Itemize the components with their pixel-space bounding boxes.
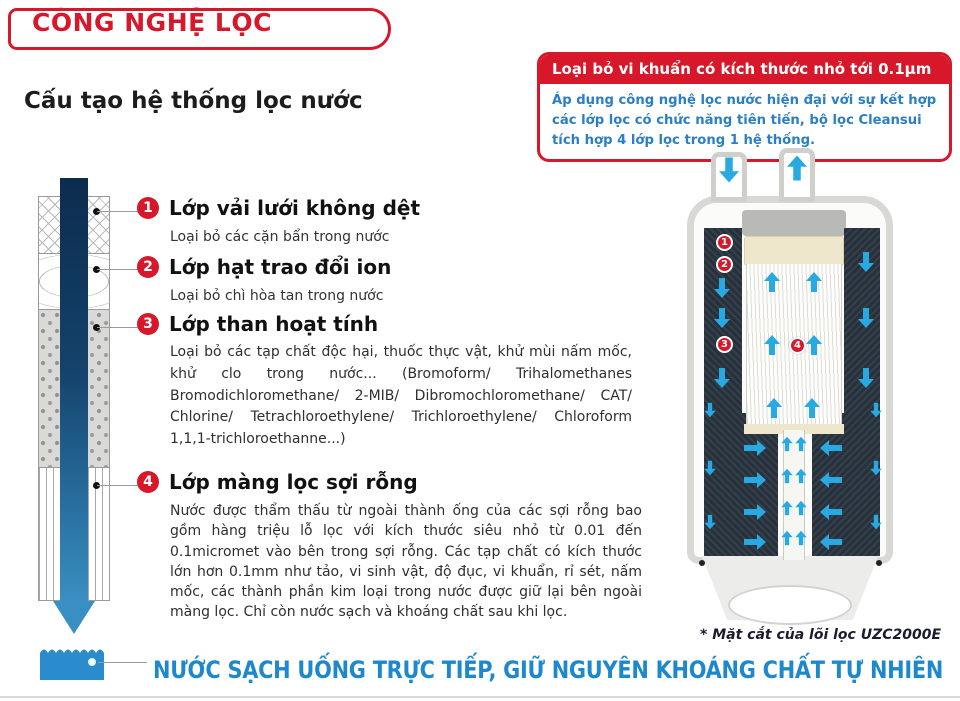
- flow-arrow-down-icon: [858, 368, 874, 388]
- flow-arrow-left-icon: [820, 440, 842, 456]
- footer-slogan: NƯỚC SẠCH UỐNG TRỰC TIẾP, GIỮ NGUYÊN KHOÁNG CHẤT TỰ NHIÊN: [153, 656, 944, 684]
- flow-arrow-down-icon: [858, 252, 874, 272]
- flow-arrow-up-icon: [804, 398, 820, 418]
- page-title: CÔNG NGHỆ LỌC: [32, 8, 272, 37]
- screw-dot: [876, 560, 882, 566]
- leader-line: [98, 662, 147, 663]
- flow-arrow-down-icon: [870, 515, 882, 529]
- flow-arrow-up-icon: [806, 335, 822, 355]
- layer-desc-2: Loại bỏ chì hòa tan trong nước: [170, 288, 384, 304]
- layer-title-1: Lớp vải lưới không dệt: [169, 196, 421, 220]
- layer-desc-4: Nước được thẩm thấu từ ngoài thành ống của các sợi rỗng bao gồm hàng triệu lỗ lọc với kích thước siêu nhỏ từ 0.01 đến 0.1micromet vào bên trong sợi rỗng. Các tạp chất có kích thước lớn hơn 0.1mm như tảo, vi sinh vật, độ đục, vi khuẩn, rỉ sét, nấm mốc, các thành phần kim loại trong nước được giữ lại bên ngoài màng lọc. Chỉ còn nước sạch và khoáng chất sau khi lọc.: [170, 503, 642, 621]
- flow-arrow-up-icon: [795, 469, 807, 483]
- cartridge-marker-1: 1: [716, 234, 733, 251]
- flow-arrow-right-icon: [744, 534, 766, 550]
- flow-arrow-down-icon: [870, 403, 882, 417]
- list-marker-4: 4: [137, 471, 159, 493]
- leader-line: [97, 327, 140, 328]
- flow-arrow-down-icon: [714, 308, 730, 328]
- leader-line: [97, 211, 140, 212]
- flow-arrow-up-icon: [787, 156, 807, 181]
- screw-dot: [699, 560, 705, 566]
- inner-cap: [742, 210, 846, 236]
- layer-title-3: Lớp than hoạt tính: [169, 312, 379, 336]
- flow-arrow-up-icon: [781, 501, 793, 515]
- flow-arrow-down-icon: [704, 461, 716, 475]
- callout-body: Áp dụng công nghệ lọc nước hiện đại với sự kết hợp các lớp lọc có chức năng tiên tiến, bộ lọc Cleansui tích hợp 4 lớp lọc trong 1 hệ thống.: [552, 93, 937, 148]
- flow-arrow-up-icon: [781, 531, 793, 545]
- flow-arrow-up-icon: [795, 437, 807, 451]
- flow-arrow-down-icon: [719, 158, 739, 183]
- leader-line: [97, 485, 140, 486]
- cartridge-marker-4: 4: [789, 337, 806, 354]
- flow-arrow-left-icon: [820, 534, 842, 550]
- water-arrow-icon: [53, 601, 95, 634]
- section-subtitle: Cấu tạo hệ thống lọc nước: [24, 88, 363, 114]
- flow-arrow-up-icon: [806, 272, 822, 292]
- layer-title-4: Lớp màng lọc sợi rỗng: [169, 470, 418, 494]
- flow-arrow-left-icon: [820, 472, 842, 488]
- cartridge-marker-2: 2: [716, 256, 733, 273]
- leader-dot-white: [88, 658, 96, 666]
- cartridge-caption: * Mặt cắt của lõi lọc UZC2000E: [700, 627, 942, 643]
- list-marker-2: 2: [137, 256, 159, 278]
- flow-arrow-down-icon: [704, 403, 716, 417]
- flow-arrow-down-icon: [704, 515, 716, 529]
- water-column: [60, 178, 88, 602]
- flow-arrow-up-icon: [781, 437, 793, 451]
- flow-arrow-down-icon: [858, 308, 874, 328]
- layer-desc-3: Loại bỏ các tạp chất độc hại, thuốc thực vật, khử mùi nấm mốc, khử clo trong nước... (Bromoform/ Trihalomethanes Bromodichloromethane/ 2-MIB/ Dibromochloromethane/ CAT/ Chlorine/ Tetrachloroethylene/ Trichloroethylene/ Chloroform 1,1,1-trichloroethanne...): [170, 344, 632, 448]
- fiber-cap: [744, 236, 844, 266]
- flow-arrow-left-icon: [820, 504, 842, 520]
- cartridge-cup: [728, 585, 852, 625]
- list-marker-1: 1: [137, 197, 159, 219]
- flow-arrow-right-icon: [744, 504, 766, 520]
- flow-arrow-up-icon: [795, 501, 807, 515]
- flow-arrow-down-icon: [714, 368, 730, 388]
- flow-arrow-right-icon: [744, 472, 766, 488]
- callout-box: [537, 52, 952, 162]
- flow-arrow-up-icon: [764, 335, 780, 355]
- cartridge-marker-3: 3: [716, 336, 733, 353]
- flow-arrow-right-icon: [744, 440, 766, 456]
- flow-arrow-down-icon: [714, 278, 730, 298]
- flow-arrow-up-icon: [766, 398, 782, 418]
- leader-line: [97, 269, 140, 270]
- flow-arrow-up-icon: [795, 531, 807, 545]
- layer-desc-1: Loại bỏ các cặn bẩn trong nước: [170, 229, 390, 245]
- layer-title-2: Lớp hạt trao đổi ion: [169, 255, 392, 279]
- bottom-divider: [0, 696, 960, 698]
- callout-header: Loại bỏ vi khuẩn có kích thước nhỏ tới 0.1μm: [540, 55, 949, 84]
- list-marker-3: 3: [137, 313, 159, 335]
- flow-arrow-up-icon: [764, 272, 780, 292]
- flow-arrow-down-icon: [870, 461, 882, 475]
- flow-arrow-up-icon: [781, 469, 793, 483]
